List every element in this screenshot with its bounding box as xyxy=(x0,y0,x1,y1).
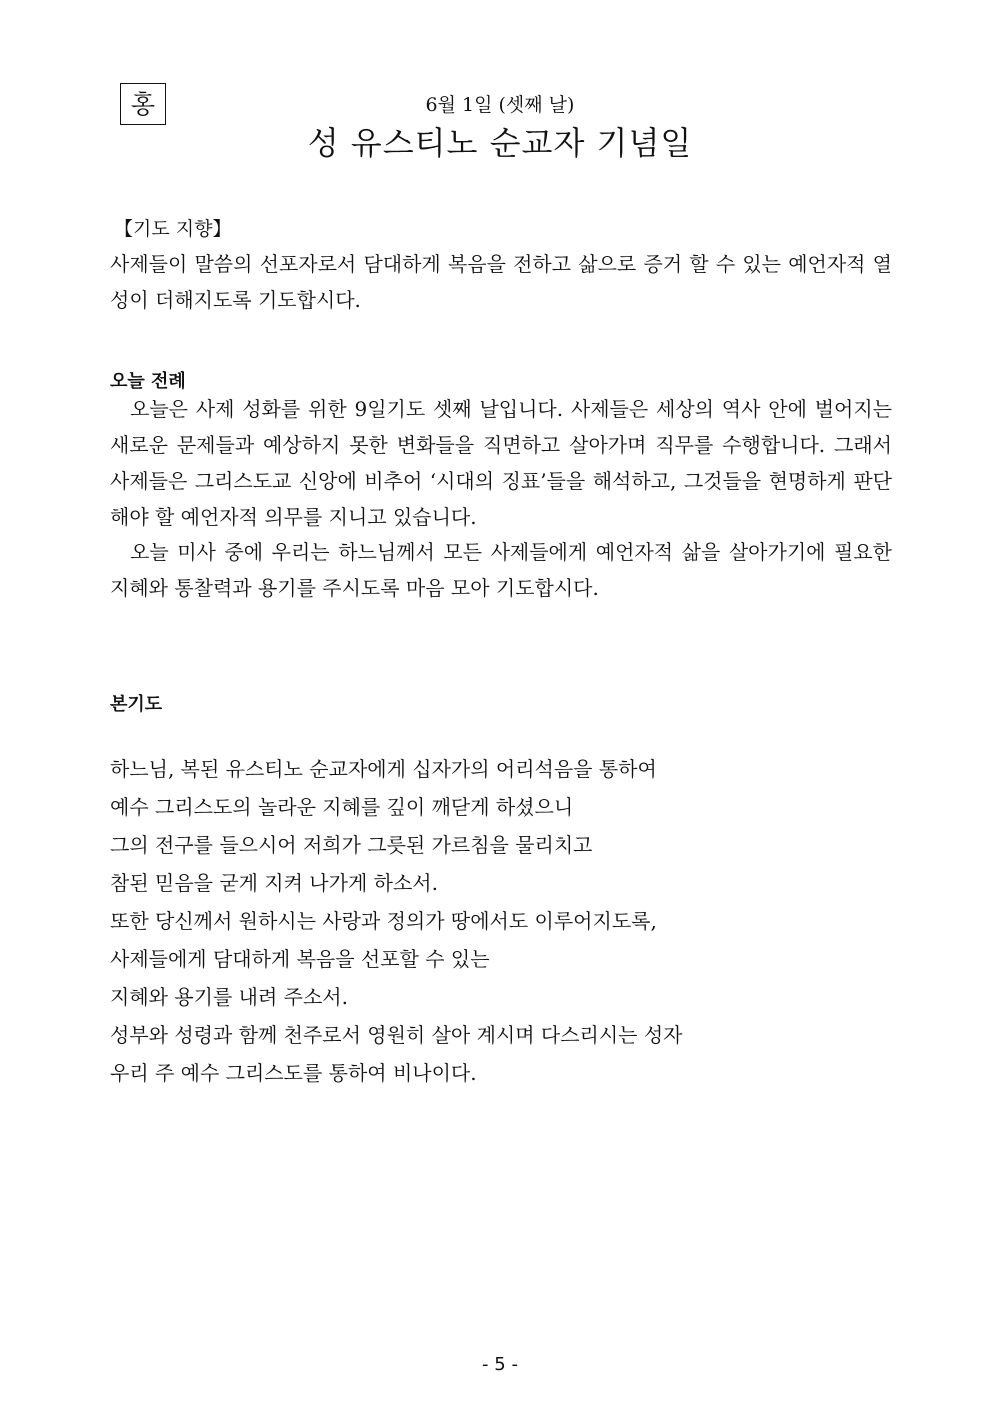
prayer-line: 우리 주 예수 그리스도를 통하여 비나이다. xyxy=(110,1061,477,1085)
page-number: - 5 - xyxy=(482,1354,518,1375)
prayer-line: 지혜와 용기를 내려 주소서. xyxy=(110,985,348,1009)
intention-text: 사제들이 말씀의 선포자로서 담대하게 복음을 전하고 삶으로 증거 할 수 있는 예언자적 열성이 더해지도록 기도합시다. xyxy=(110,252,892,312)
collect-heading: 본기도 xyxy=(110,694,163,715)
collect-prayer xyxy=(110,750,910,1092)
prayer-line: 또한 당신께서 원하시는 사랑과 정의가 땅에서도 이루어지도록, xyxy=(110,909,657,933)
prayer-line: 그의 전구를 들으시어 저희가 그릇된 가르침을 물리치고 xyxy=(110,833,593,857)
intention-heading: 【기도 지향】 xyxy=(114,218,232,240)
prayer-line: 사제들에게 담대하게 복음을 선포할 수 있는 xyxy=(110,947,490,971)
prayer-line: 성부와 성령과 함께 천주로서 영원히 살아 계시며 다스리시는 성자 xyxy=(110,1023,683,1047)
prayer-line: 하느님, 복된 유스티노 순교자에게 십자가의 어리석음을 통하여 xyxy=(110,757,657,781)
introduction-heading: 오늘 전례 xyxy=(110,371,186,392)
date-line: 6월 1일 (셋째 날) xyxy=(425,94,575,116)
liturgical-color-mark: 홍 xyxy=(130,89,156,119)
prayer-line: 참된 믿음을 굳게 지켜 나가게 하소서. xyxy=(110,871,438,895)
prayer-line: 예수 그리스도의 놀라운 지혜를 깊이 깨닫게 하셨으니 xyxy=(110,795,574,819)
feast-title: 성 유스티노 순교자 기념일 xyxy=(307,124,693,162)
introduction-paragraph-2: 오늘 미사 중에 우리는 하느님께서 모든 사제들에게 예언자적 삶을 살아가기에 필요한 지혜와 통찰력과 용기를 주시도록 마음 모아 기도합시다. xyxy=(110,540,892,600)
introduction-paragraph-1: 오늘은 사제 성화를 위한 9일기도 셋째 날입니다. 사제들은 세상의 역사 안에 벌어지는 새로운 문제들과 예상하지 못한 변화들을 직면하고 살아가며 직무를 수행합니다. 그래서 사제들은 그리스도교 신앙에 비추어 ‘시대의 징표’들을 해석하고, 그것들을 현명하게 판단해야 할 예언자적 의무를 지니고 있습니다. xyxy=(110,397,892,529)
